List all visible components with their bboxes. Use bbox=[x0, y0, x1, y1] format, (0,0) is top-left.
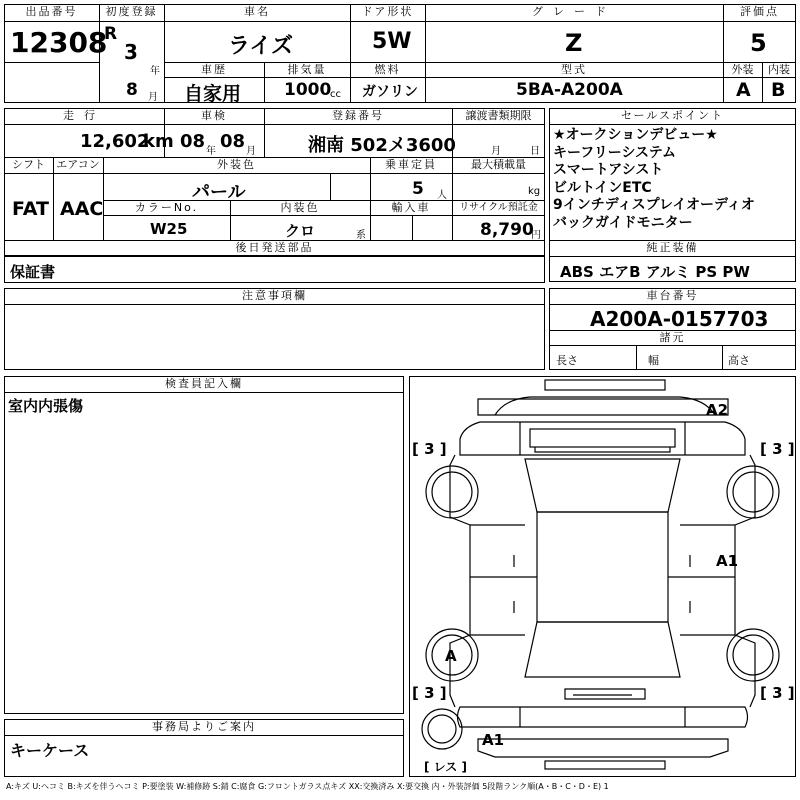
history: 自家用 bbox=[184, 83, 242, 105]
max-load-label: 最大積載量 bbox=[471, 158, 526, 171]
spare-tire-less: [ レス ] bbox=[424, 760, 467, 774]
exterior-label: 外装 bbox=[731, 63, 754, 76]
chassis-no: A200A-0157703 bbox=[590, 307, 769, 331]
height-label: 高さ bbox=[728, 354, 750, 367]
recycle: 8,790 bbox=[480, 220, 534, 240]
transfer-label: 譲渡書類期限 bbox=[465, 109, 532, 122]
shift: FAT bbox=[12, 198, 49, 220]
reg-no: 湘南 502メ3600 bbox=[308, 135, 456, 156]
ext-color: パール bbox=[192, 182, 246, 203]
genuine-equipment: ABS エアB アルミ PS PW bbox=[560, 263, 750, 281]
damage-mark-a-left: A bbox=[445, 647, 457, 665]
interior-label: 内装 bbox=[768, 63, 790, 76]
fuel: ガソリン bbox=[362, 84, 418, 100]
car-diagram bbox=[410, 377, 796, 777]
era: R bbox=[104, 24, 118, 44]
shaken-month: 08 bbox=[220, 131, 246, 152]
bracket-rear-left: [ 3 ] bbox=[412, 684, 447, 702]
grade: Z bbox=[565, 29, 583, 57]
mileage-label: 走行 bbox=[63, 109, 105, 122]
door: 5W bbox=[372, 29, 412, 54]
inspector-notes-label: 検査員記入欄 bbox=[165, 377, 243, 390]
sales-point-item: 9インチディスプレイオーディオ bbox=[553, 197, 755, 213]
chassis-label: 車台番号 bbox=[646, 289, 699, 302]
shift-label: シフト bbox=[12, 158, 45, 171]
capacity-label: 乗車定員 bbox=[385, 158, 437, 171]
length-label: 長さ bbox=[556, 354, 578, 367]
later-parts-box bbox=[4, 256, 545, 283]
shaken-month-unit: 月 bbox=[246, 146, 256, 157]
sales-points-label: セールスポイント bbox=[620, 109, 724, 122]
recycle-label: リサイクル預託金 bbox=[459, 202, 538, 213]
bracket-rear-right: [ 3 ] bbox=[760, 684, 795, 702]
import-label: 輸入車 bbox=[391, 201, 431, 214]
interior-score: B bbox=[771, 79, 786, 101]
person-unit: 人 bbox=[437, 190, 447, 201]
fuel-label: 燃料 bbox=[374, 63, 401, 76]
damage-diagram-box bbox=[409, 376, 796, 777]
exterior-score: A bbox=[736, 79, 751, 101]
sales-point-item: スマートアシスト bbox=[553, 162, 664, 178]
year-unit: 年 bbox=[150, 66, 160, 77]
aircon: AAC bbox=[60, 198, 104, 220]
score-label: 評価点 bbox=[740, 5, 779, 18]
width-label: 幅 bbox=[648, 354, 659, 367]
notes-label: 注意事項欄 bbox=[242, 289, 307, 302]
model-code-label: 型式 bbox=[561, 63, 587, 76]
door-label: ドア形状 bbox=[361, 5, 414, 18]
listing-no-label: 出品番号 bbox=[25, 5, 78, 18]
first-reg-label: 初度登録 bbox=[105, 5, 158, 18]
office-notes: キーケース bbox=[10, 741, 90, 760]
km-unit: km bbox=[143, 131, 174, 152]
sales-point-item: キーフリーシステム bbox=[553, 144, 677, 161]
kei-unit: 系 bbox=[356, 230, 366, 241]
month-unit: 月 bbox=[148, 92, 158, 103]
reg-no-label: 登録番号 bbox=[332, 109, 384, 122]
int-color: クロ bbox=[285, 222, 316, 240]
reg-year: 3 bbox=[124, 40, 138, 64]
listing-no: 12308 bbox=[10, 26, 108, 59]
kg-unit: kg bbox=[528, 186, 541, 197]
cc-unit: cc bbox=[330, 89, 341, 100]
sales-points-list bbox=[549, 127, 796, 240]
transfer-day: 日 bbox=[530, 146, 540, 157]
capacity: 5 bbox=[412, 179, 424, 199]
car-name: ライズ bbox=[228, 34, 294, 59]
displacement: 1000 bbox=[284, 80, 332, 100]
bracket-front-right: [ 3 ] bbox=[760, 440, 795, 458]
reg-month: 8 bbox=[126, 80, 138, 100]
inspector-notes-box bbox=[4, 376, 404, 714]
later-parts: 保証書 bbox=[10, 263, 56, 281]
later-parts-label: 後日発送部品 bbox=[235, 241, 314, 254]
transfer-month: 月 bbox=[491, 146, 501, 157]
specs-label: 諸元 bbox=[659, 331, 686, 344]
shaken-year-unit: 年 bbox=[206, 146, 216, 157]
shaken-label: 車検 bbox=[201, 109, 227, 122]
car-name-label: 車名 bbox=[244, 5, 270, 18]
damage-mark-a1-bottom: A1 bbox=[482, 731, 505, 749]
sales-point-item: ★オークションデビュー★ bbox=[553, 127, 718, 143]
sales-point-item: バックガイドモニター bbox=[553, 214, 693, 231]
legend: A:キズ U:ヘコミ B:キズを伴うヘコミ P:要塗装 W:補修跡 S:錆 C:腐食 G:フロントガラス点キズ XX:交換済み X:要交換 内・外装評価 5段階ランク順(A・B・C・D・E) 1 bbox=[6, 782, 609, 791]
yen-unit: 円 bbox=[531, 230, 541, 241]
shaken-year: 08 bbox=[180, 131, 206, 152]
model-code: 5BA-A200A bbox=[516, 80, 623, 100]
sales-point-item: ビルトインETC bbox=[553, 179, 652, 196]
displacement-label: 排気量 bbox=[287, 63, 327, 76]
inspector-notes: 室内内張傷 bbox=[8, 397, 84, 415]
score: 5 bbox=[750, 29, 767, 57]
int-color-label: 内装色 bbox=[280, 201, 320, 214]
history-label: 車歴 bbox=[201, 63, 227, 76]
color-no-label: カラーNo. bbox=[134, 201, 199, 214]
bracket-front-left: [ 3 ] bbox=[412, 440, 447, 458]
damage-mark-a1-right: A1 bbox=[716, 552, 739, 570]
office-notes-label: 事務局よりご案内 bbox=[152, 720, 256, 733]
mileage: 12,602 bbox=[80, 131, 150, 152]
aircon-label: エアコン bbox=[56, 158, 100, 171]
color-no: W25 bbox=[150, 220, 188, 238]
ext-color-label: 外装色 bbox=[217, 158, 256, 171]
grade-label: グレード bbox=[532, 5, 616, 18]
genuine-equipment-label: 純正装備 bbox=[646, 241, 699, 254]
damage-mark-a2: A2 bbox=[706, 401, 729, 419]
